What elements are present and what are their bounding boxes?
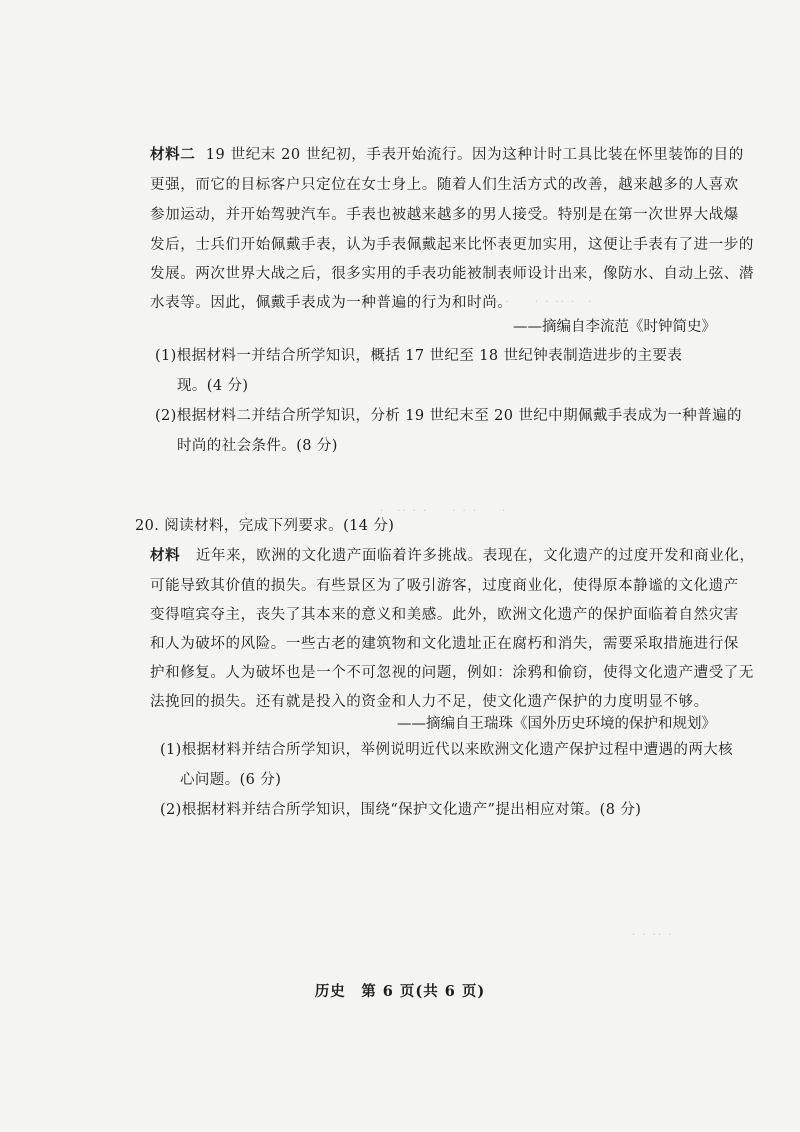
page-footer: 历史 第 6 页(共 6 页) xyxy=(314,983,486,1000)
q20-material-line-3: 变得喧宾夺主，丧失了其本来的意义和美感。此外，欧洲文化遗产的保护面临着自然灾害 xyxy=(150,607,739,623)
material2-line-1 xyxy=(150,145,744,165)
material2-line-2: 更强，而它的目标客户只定位在女士身上。随着人们生活方式的改善，越来越多的人喜欢 xyxy=(150,177,739,193)
q20-part1-line2: 心问题。(6 分) xyxy=(180,772,282,788)
q19-part2-line1: (2)根据材料二并结合所学知识，分析 19 世纪末至 20 世纪中期佩戴手表成为一种普遍的 xyxy=(155,408,742,424)
q20-material-label: 材料 xyxy=(150,547,181,564)
scan-noise-mark: · · ·· · xyxy=(632,930,674,941)
q20-material-line-4: 和人为破坏的风险。一些古老的建筑物和文化遗址正在腐朽和消失，需要采取措施进行保 xyxy=(150,636,739,652)
q20-material-line-1 xyxy=(150,546,755,566)
q20-heading: 20. 阅读材料，完成下列要求。(14 分) xyxy=(135,518,395,534)
q20-material-line-5: 护和修复。人为破坏也是一个不可忽视的问题，例如：涂鸦和偷窃，使得文化遗产遭受了无 xyxy=(150,665,754,681)
q19-part2-line2: 时尚的社会条件。(8 分) xyxy=(177,438,338,454)
material2-line-6: 水表等。因此，佩戴手表成为一种普遍的行为和时尚。 xyxy=(150,295,513,311)
q20-material-source: ——摘编自王瑞珠《国外历史环境的保护和规划》 xyxy=(397,716,716,732)
scan-noise-mark: ·· · · · ·· · · xyxy=(490,297,594,308)
material2-label: 材料二 xyxy=(150,146,196,163)
q20-part1-line1: (1)根据材料并结合所学知识，举例说明近代以来欧洲文化遗产保护过程中遭遇的两大核 xyxy=(160,742,734,758)
scan-noise-mark: · ·· · · · · · · xyxy=(380,506,508,517)
material2-line-5: 发展。两次世界大战之后，很多实用的手表功能被制表师设计出来，像防水、自动上弦、潜 xyxy=(150,266,754,282)
material2-line-3: 参加运动，并开始驾驶汽车。手表也被越来越多的男人接受。特别是在第一次世界大战爆 xyxy=(150,207,739,223)
q20-material-line-6: 法挽回的损失。还有就是投入的资金和人力不足，使文化遗产保护的力度明显不够。 xyxy=(150,694,709,710)
q19-part1-line2: 现。(4 分) xyxy=(177,378,249,394)
material2-line-4: 发后，士兵们开始佩戴手表，认为手表佩戴起来比怀表更加实用，这便让手表有了进一步的 xyxy=(150,237,754,253)
q19-part1-line1: (1)根据材料一并结合所学知识，概括 17 世纪至 18 世纪钟表制造进步的主要表 xyxy=(155,348,683,364)
q20-material-text: 近年来，欧洲的文化遗产面临着许多挑战。表现在，文化遗产的过度开发和商业化， xyxy=(195,548,755,564)
q20-part2-line1: (2)根据材料并结合所学知识，围绕“保护文化遗产”提出相应对策。(8 分) xyxy=(160,802,642,818)
material2-text: 19 世纪末 20 世纪初，手表开始流行。因为这种计时工具比装在怀里装饰的目的 xyxy=(205,147,744,163)
material2-source: ——摘编自李流范《时钟简史》 xyxy=(513,319,716,335)
q20-material-line-2: 可能导致其价值的损失。有些景区为了吸引游客，过度商业化，使得原本静谧的文化遗产 xyxy=(150,578,739,594)
